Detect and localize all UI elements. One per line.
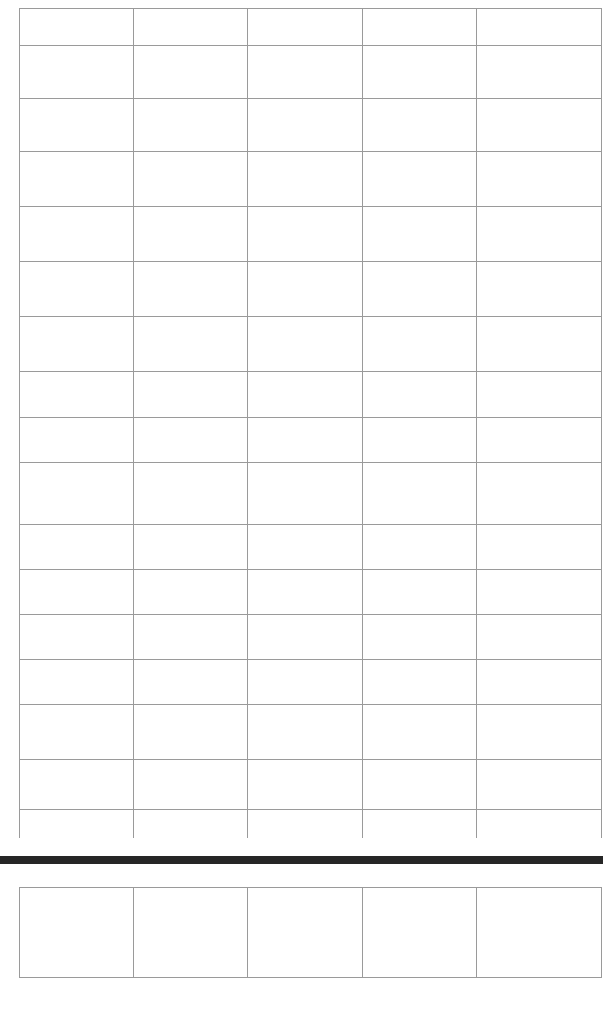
cell-ruling-party bbox=[477, 46, 602, 99]
cell-chief-minister bbox=[363, 525, 477, 570]
header-ruling-party bbox=[477, 9, 602, 46]
cell-year bbox=[20, 888, 134, 978]
table-row bbox=[20, 760, 602, 810]
cell-year bbox=[20, 570, 134, 615]
cell-election bbox=[134, 705, 248, 760]
cell-ruling-party bbox=[477, 207, 602, 262]
table-row bbox=[20, 262, 602, 317]
cell-election bbox=[134, 463, 248, 525]
cell-chief-minister bbox=[363, 463, 477, 525]
cell-party-details bbox=[248, 262, 363, 317]
table-row bbox=[20, 525, 602, 570]
cell-party-details bbox=[248, 660, 363, 705]
cell-chief-minister bbox=[363, 705, 477, 760]
cell-election bbox=[134, 570, 248, 615]
cell-election bbox=[134, 207, 248, 262]
cell-election bbox=[134, 760, 248, 810]
cell-ruling-party bbox=[477, 418, 602, 463]
cell-ruling-party bbox=[477, 705, 602, 760]
cell-party-details bbox=[248, 705, 363, 760]
cell-party-details bbox=[248, 372, 363, 418]
cell-year bbox=[20, 463, 134, 525]
table-row bbox=[20, 888, 602, 978]
table-row bbox=[20, 317, 602, 372]
cell-ruling-party bbox=[477, 760, 602, 810]
cell-year bbox=[20, 152, 134, 207]
cell-year bbox=[20, 317, 134, 372]
cell-party-details bbox=[248, 46, 363, 99]
assembly-elections-table-continued bbox=[19, 887, 602, 978]
cell-chief-minister bbox=[363, 888, 477, 978]
cell-ruling-party bbox=[477, 570, 602, 615]
cell-ruling-party bbox=[477, 463, 602, 525]
cell-year bbox=[20, 760, 134, 810]
cell-election bbox=[134, 46, 248, 99]
cell-chief-minister bbox=[363, 660, 477, 705]
cell-election bbox=[134, 888, 248, 978]
cell-chief-minister bbox=[363, 207, 477, 262]
cell-party-details bbox=[248, 888, 363, 978]
cell-party-details bbox=[248, 152, 363, 207]
cell-ruling-party bbox=[477, 99, 602, 152]
cell-ruling-party bbox=[477, 262, 602, 317]
cell-year bbox=[20, 615, 134, 660]
cell-year bbox=[20, 705, 134, 760]
table-page-bottom bbox=[0, 868, 603, 1024]
page-break bbox=[0, 838, 603, 868]
cell-chief-minister bbox=[363, 262, 477, 317]
cell-election bbox=[134, 660, 248, 705]
cell-election bbox=[134, 317, 248, 372]
cell-election bbox=[134, 99, 248, 152]
cell-ruling-party bbox=[477, 660, 602, 705]
cell-year bbox=[20, 262, 134, 317]
cell-ruling-party bbox=[477, 372, 602, 418]
table-row bbox=[20, 418, 602, 463]
cell-year bbox=[20, 525, 134, 570]
table-row bbox=[20, 705, 602, 760]
cell-chief-minister bbox=[363, 760, 477, 810]
table-row bbox=[20, 372, 602, 418]
table-row bbox=[20, 463, 602, 525]
header-row bbox=[20, 9, 602, 46]
cell-party-details bbox=[248, 525, 363, 570]
table-row bbox=[20, 570, 602, 615]
table-row bbox=[20, 660, 602, 705]
cell-election bbox=[134, 418, 248, 463]
cell-party-details bbox=[248, 760, 363, 810]
cell-election bbox=[134, 152, 248, 207]
cell-chief-minister bbox=[363, 615, 477, 660]
cell-election bbox=[134, 525, 248, 570]
cell-chief-minister bbox=[363, 570, 477, 615]
cell-chief-minister bbox=[363, 99, 477, 152]
table-row bbox=[20, 99, 602, 152]
table-row bbox=[20, 46, 602, 99]
cell-chief-minister bbox=[363, 46, 477, 99]
cell-party-details bbox=[248, 570, 363, 615]
cell-party-details bbox=[248, 463, 363, 525]
cell-party-details bbox=[248, 317, 363, 372]
header-year bbox=[20, 9, 134, 46]
cell-year bbox=[20, 207, 134, 262]
cell-chief-minister bbox=[363, 418, 477, 463]
table-row bbox=[20, 615, 602, 660]
cell-party-details bbox=[248, 615, 363, 660]
cell-year bbox=[20, 99, 134, 152]
cell-chief-minister bbox=[363, 152, 477, 207]
cell-party-details bbox=[248, 207, 363, 262]
cell-ruling-party bbox=[477, 152, 602, 207]
cell-ruling-party bbox=[477, 888, 602, 978]
cell-year bbox=[20, 372, 134, 418]
assembly-elections-table bbox=[19, 8, 602, 860]
cell-ruling-party bbox=[477, 615, 602, 660]
table-row bbox=[20, 152, 602, 207]
cell-election bbox=[134, 262, 248, 317]
cell-party-details bbox=[248, 418, 363, 463]
header-chief-minister bbox=[363, 9, 477, 46]
page-break-bar bbox=[0, 856, 603, 864]
cell-ruling-party bbox=[477, 525, 602, 570]
table-row bbox=[20, 207, 602, 262]
cell-election bbox=[134, 615, 248, 660]
cell-year bbox=[20, 46, 134, 99]
cell-chief-minister bbox=[363, 317, 477, 372]
cell-year bbox=[20, 418, 134, 463]
header-election bbox=[134, 9, 248, 46]
cell-party-details bbox=[248, 99, 363, 152]
cell-year bbox=[20, 660, 134, 705]
cell-chief-minister bbox=[363, 372, 477, 418]
cell-ruling-party bbox=[477, 317, 602, 372]
header-party-details bbox=[248, 9, 363, 46]
cell-election bbox=[134, 372, 248, 418]
